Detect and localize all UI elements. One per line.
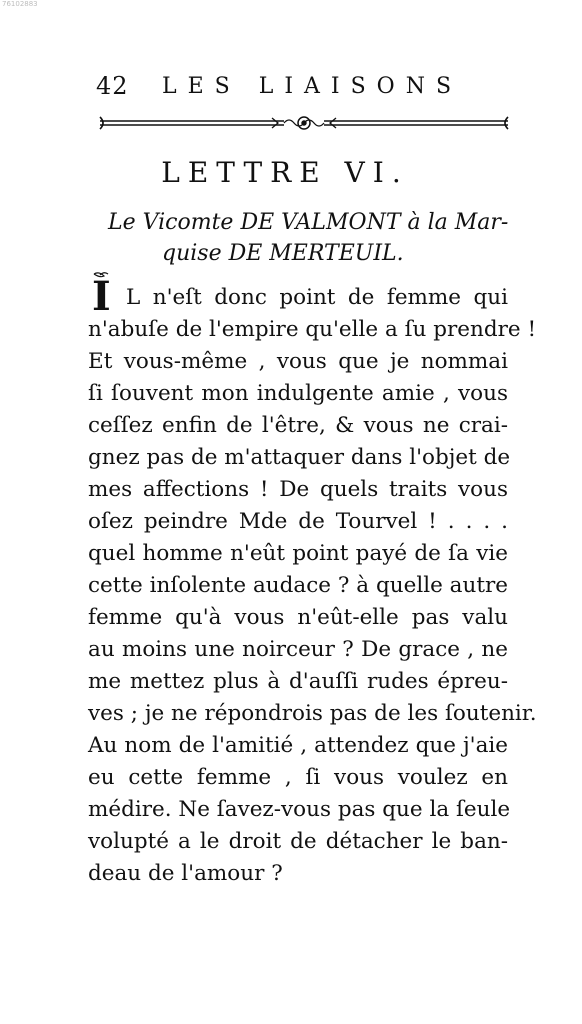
body-line: ſi ſouvent mon indulgente amie , vous [88,381,508,406]
body-line: ceſſez enfin de l'être, & vous ne crai- [88,413,508,438]
running-head: LES LIAISONS [162,74,463,99]
body-line: Et vous-même , vous que je nommai [88,349,508,374]
body-line: médire. Ne ſavez-vous pas que la ſeule [88,797,511,822]
decorative-rule-icon [94,112,514,134]
body-line: Au nom de l'amitié , attendez que j'aie [88,733,508,758]
body-line: oſez peindre Mde de Tourvel ! . . . . [88,509,508,534]
body-line: femme qu'à vous n'eût-elle pas valu [88,605,508,630]
scan-id: 76102883 [2,0,38,8]
body-line: mes affections ! De quels traits vous [88,477,508,502]
page-number: 42 [96,72,129,100]
letter-title: LETTRE VI. [161,156,409,189]
letter-subtitle-line-2: quise DE MERTEUIL. [162,241,404,266]
body-line: L n'eſt donc point de femme qui [126,285,508,310]
svg-text:I: I [92,273,111,314]
body-line: gnez pas de m'attaquer dans l'objet de [88,445,511,470]
body-line: au moins une noirceur ? De grace , ne [88,637,508,662]
letter-body [88,282,537,890]
body-line: cette inſolente audace ? à quelle autre [88,573,508,598]
body-line: me mettez plus à d'auſſi rudes épreu- [88,669,508,694]
body-line: quel homme n'eût point payé de ſa vie [88,541,508,566]
page-header [96,72,526,106]
body-line: volupté a le droit de détacher le ban- [88,829,508,854]
letter-subtitle-line-1: Le Vicomte DE VALMONT à la Mar- [108,210,509,235]
body-line: n'abuſe de l'empire qu'elle a ſu prendre ! [88,317,537,342]
body-line: ves ; je ne répondrois pas de les ſoutenir. [88,701,537,726]
body-line: eu cette femme , ſi vous voulez en [88,765,508,790]
body-line: deau de l'amour ? [88,861,283,886]
